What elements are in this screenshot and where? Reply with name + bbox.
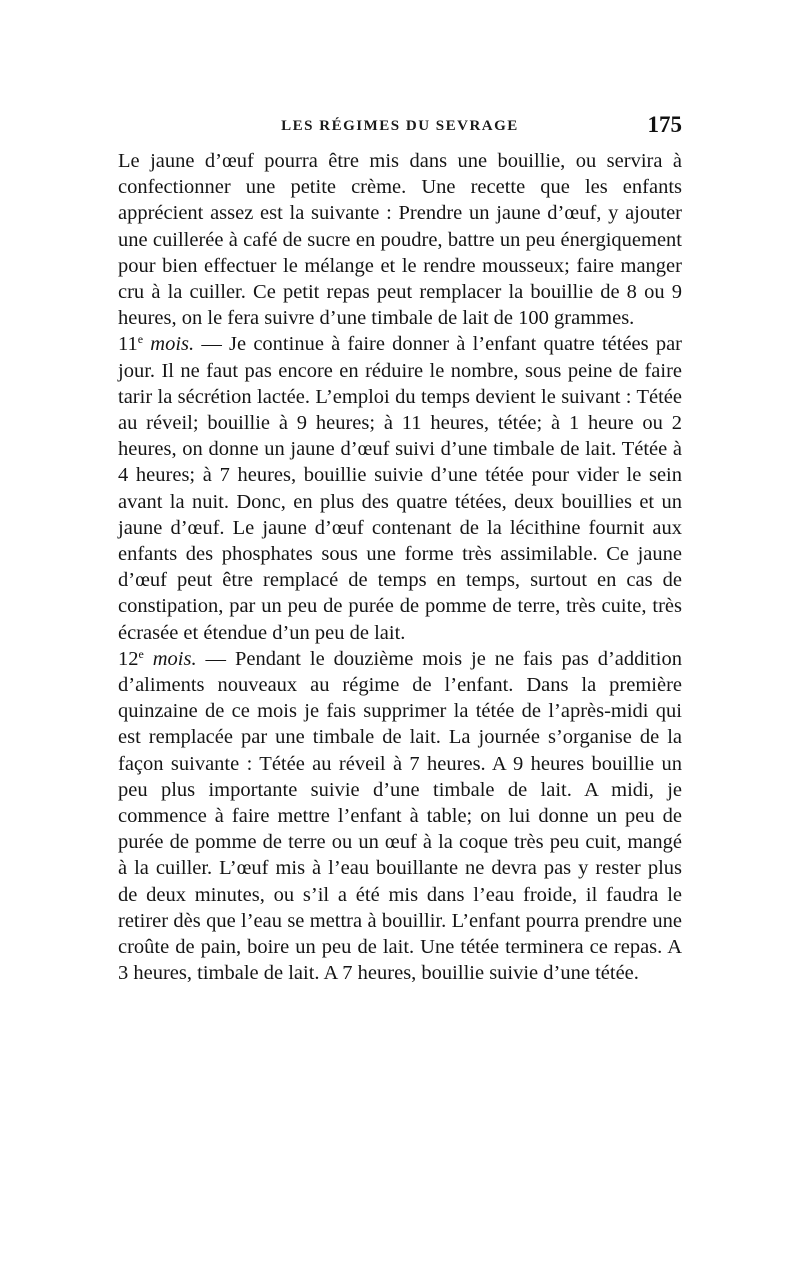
page-body xyxy=(118,148,682,987)
page-number: 175 xyxy=(647,112,682,137)
month-label: mois. xyxy=(143,333,195,356)
month-number: 12 xyxy=(118,647,139,670)
month-number: 11 xyxy=(118,333,138,356)
month-label: mois. xyxy=(143,647,197,670)
page-header xyxy=(118,114,682,144)
paragraph-text: Le jaune d’œuf pourra être mis dans une bouillie, ou servira à confectionner une petite crème. Une recette que les enfants apprécient assez est la suivante : Prendre un jaune d’œuf, y ajouter une cuillerée à café de sucre en poudre, battre un peu énergiquement pour bien effectuer le mélange et le rendre mousseux; faire manger cru à la cuiller. Ce petit repas peut remplacer la bouillie de 8 ou 9 heures, on le fera suivre d’une timbale de lait de 100 grammes. xyxy=(118,150,682,330)
paragraph-twelfth-month xyxy=(118,646,682,987)
running-title: LES RÉGIMES DU SEVRAGE xyxy=(281,118,519,134)
paragraph-text: — Pendant le douzième mois je ne fais pas d’addition d’aliments nouveaux au régime de l’enfant. Dans la première quinzaine de ce mois je fais supprimer la tétée de l’après-midi qui est remplacée par une timbale de lait. La journée s’organise de la façon suivante : Tétée au réveil à 7 heures. A 9 heures bouillie un peu plus importante suivie d’une timbale de lait. A midi, je commence à faire mettre l’enfant à table; on lui donne un peu de purée de pomme de terre ou un œuf à la coque très peu cuit, mangé à la cuiller. L’œuf mis à l’eau bouillante ne devra pas y rester plus de deux minutes, ou s’il a été mis dans l’eau froide, il faudra le retirer dès que l’eau se mettra à bouillir. L’enfant pourra prendre une croûte de pain, boire un peu de lait. Une tétée terminera ce repas. A 3 heures, timbale de lait. A 7 heures, bouillie suivie d’une tétée. xyxy=(118,647,682,985)
ordinal-suffix: e xyxy=(137,332,144,347)
paragraph-text: — Je continue à faire donner à l’enfant quatre tétées par jour. Il ne faut pas encore en réduire le nombre, sous peine de faire tarir la sécrétion lactée. L’emploi du temps devient le suivant : Tétée au réveil; bouillie à 9 heures; à 11 heures, tétée; à 1 heure ou 2 heures, on donne un jaune d’œuf suivi d’une timbale de lait. Tétée à 4 heures; à 7 heures, bouillie suivie d’une tétée pour vider le sein avant la nuit. Donc, en plus des quatre tétées, deux bouillies et un jaune d’œuf. Le jaune d’œuf contenant de la lécithine fournit aux enfants des phosphates sous une forme très assimilable. Ce jaune d’œuf peut être remplacé de temps en temps, surtout en cas de constipation, par un peu de purée de pomme de terre, très cuite, très écrasée et étendue d’un peu de lait. xyxy=(118,333,682,644)
paragraph-egg-yolk xyxy=(118,148,682,331)
ordinal-suffix: e xyxy=(138,646,144,661)
paragraph-eleventh-month xyxy=(118,331,682,645)
